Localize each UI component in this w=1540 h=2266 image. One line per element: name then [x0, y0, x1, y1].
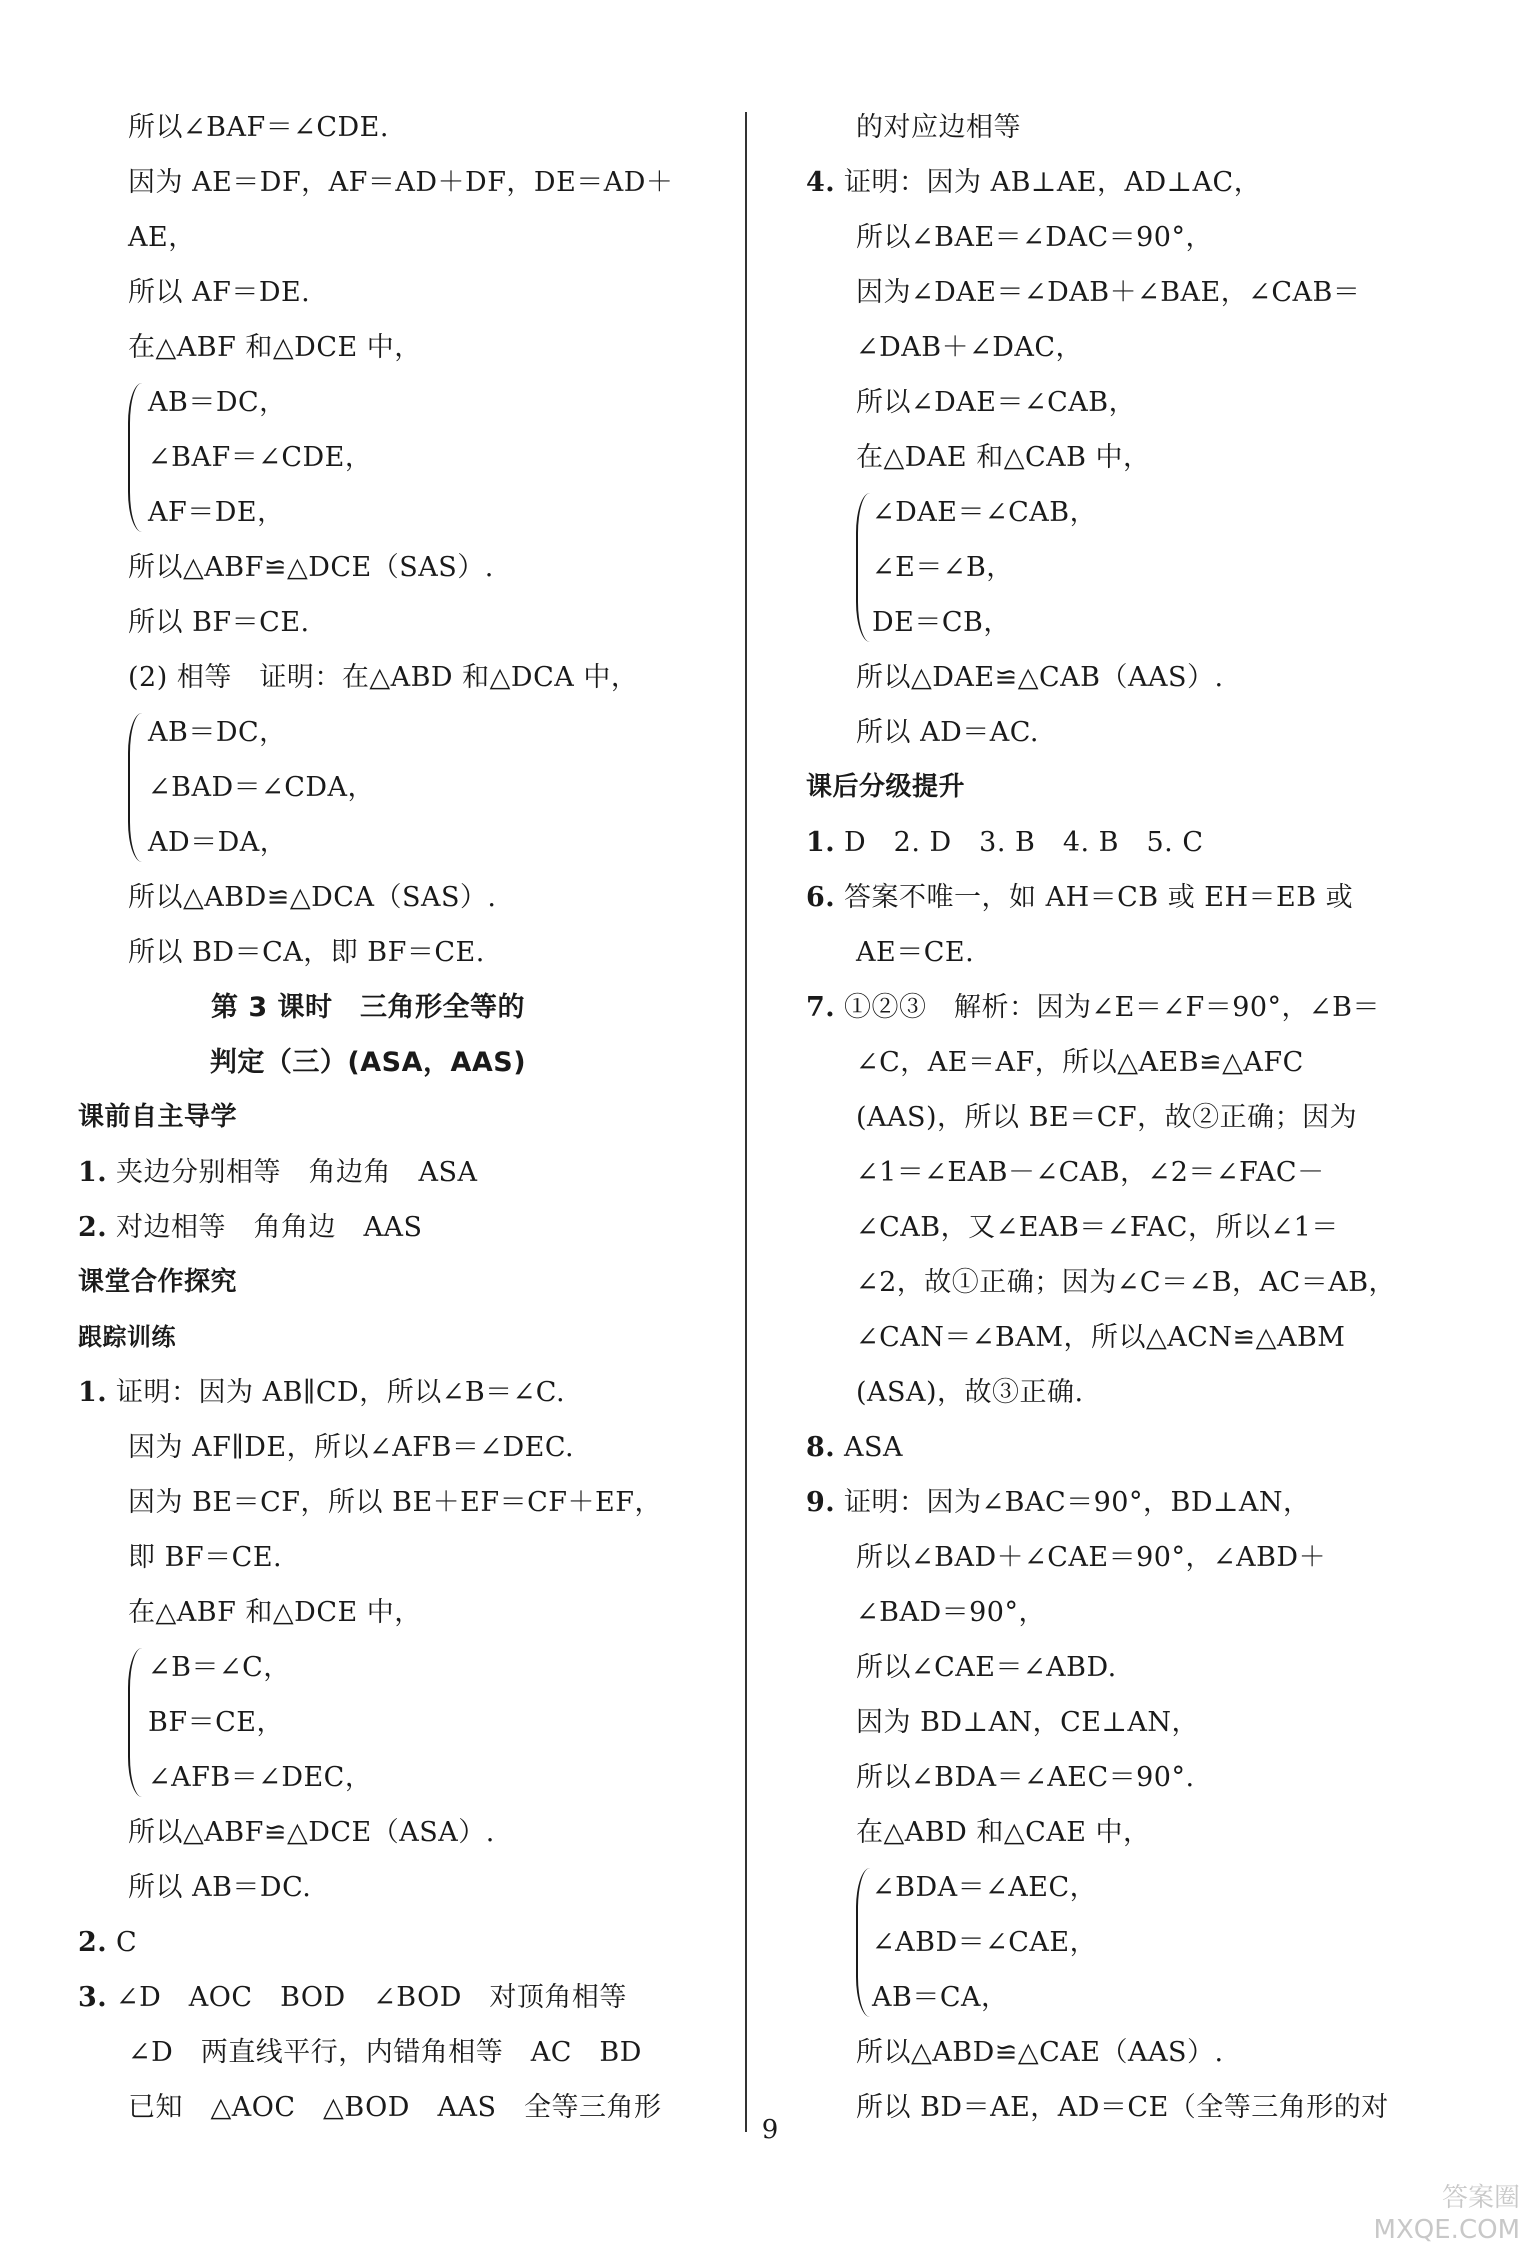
item-number: 6.: [806, 882, 836, 913]
line-text: 在△DAE 和△CAB 中，: [856, 442, 1151, 473]
text-line: [78, 1365, 718, 1420]
text-line: [78, 1915, 718, 1970]
text-line: [78, 870, 718, 925]
line-text: 证明：因为 AB∥CD，所以∠B＝∠C.: [116, 1377, 566, 1408]
line-text: 第 3 课时 三角形全等的: [210, 992, 526, 1023]
line-text: 所以 BF＝CE.: [128, 607, 310, 638]
item-number: 2.: [78, 1927, 108, 1958]
line-text: ∠CAN＝∠BAM，所以△ACN≌△ABM: [856, 1322, 1346, 1353]
text-line: [78, 100, 718, 155]
equation-line: ∠B＝∠C，: [148, 1652, 291, 1683]
text-line: [806, 1475, 1446, 1530]
text-line: [806, 100, 1446, 155]
brace-symbol: [856, 493, 872, 642]
equation-line: ∠ABD＝∠CAE，: [872, 1927, 1098, 1958]
lesson-title: [78, 980, 718, 1035]
equation-line: ∠BAD＝∠CDA，: [148, 772, 376, 803]
text-line: [806, 870, 1446, 925]
brace-symbol: [128, 383, 144, 532]
line-text: 答案不唯一，如 AH＝CB 或 EH＝EB 或: [844, 882, 1354, 913]
line-text: 已知 △AOC △BOD AAS 全等三角形: [128, 2092, 662, 2123]
brace-symbol: [128, 713, 144, 862]
item-number: 3.: [78, 1982, 108, 2013]
line-text: ∠C，AE＝AF，所以△AEB≌△AFC: [856, 1047, 1304, 1078]
line-text: 所以△ABF≌△DCE（ASA）.: [128, 1817, 495, 1848]
text-line: [78, 1805, 718, 1860]
line-text: C: [116, 1927, 138, 1958]
line-text: 判定（三）(ASA，AAS): [209, 1047, 527, 1078]
text-line: [806, 980, 1446, 1035]
text-line: [78, 650, 718, 705]
equation-line: AF＝DE，: [148, 497, 285, 528]
text-line: [806, 1090, 1446, 1145]
line-text: 所以∠DAE＝∠CAB，: [856, 387, 1137, 418]
line-text: 因为∠DAE＝∠DAB＋∠BAE，∠CAB＝: [856, 277, 1361, 308]
subsection-heading: [78, 1310, 718, 1365]
text-line: [806, 705, 1446, 760]
line-text: 所以 BD＝AE，AD＝CE（全等三角形的对: [856, 2092, 1389, 2123]
line-text: ∠D 两直线平行，内错角相等 AC BD: [128, 2037, 642, 2068]
equation-line: AB＝CA，: [872, 1982, 1009, 2013]
text-line: [78, 155, 718, 210]
equation-line: BF＝CE，: [148, 1707, 284, 1738]
line-text: 课后分级提升: [806, 772, 966, 802]
line-text: 的对应边相等: [856, 112, 1021, 143]
text-line: [78, 1860, 718, 1915]
item-number: 1.: [78, 1157, 108, 1188]
text-line: [806, 375, 1446, 430]
equation-line: ∠DAE＝∠CAB，: [872, 497, 1098, 528]
text-line: [806, 1805, 1446, 1860]
equation-line: AB＝DC，: [148, 717, 287, 748]
line-text: (AAS)，所以 BE＝CF，故②正确；因为: [856, 1102, 1358, 1133]
line-text: (ASA)，故③正确.: [856, 1377, 1084, 1408]
text-line: [806, 265, 1446, 320]
line-text: 所以△DAE≌△CAB（AAS）.: [856, 662, 1224, 693]
line-text: ASA: [844, 1432, 903, 1463]
equation-system: [78, 1640, 718, 1805]
brace-symbol: [856, 1868, 872, 2017]
line-text: 所以∠BAF＝∠CDE.: [128, 112, 389, 143]
line-text: 即 BF＝CE.: [128, 1542, 283, 1573]
line-text: 因为 BE＝CF，所以 BE＋EF＝CF＋EF，: [128, 1487, 662, 1518]
line-text: 所以∠BAD＋∠CAE＝90°，∠ABD＋: [856, 1542, 1327, 1573]
line-text: ∠1＝∠EAB－∠CAB，∠2＝∠FAC－: [856, 1157, 1325, 1188]
text-line: [806, 1420, 1446, 1475]
text-line: [78, 540, 718, 595]
line-text: 证明：因为∠BAC＝90°，BD⊥AN，: [844, 1487, 1311, 1518]
item-number: 9.: [806, 1487, 836, 1518]
text-line: [806, 1035, 1446, 1090]
line-text: ∠D AOC BOD ∠BOD 对顶角相等: [116, 1982, 627, 2013]
text-line: [806, 1750, 1446, 1805]
text-line: [78, 595, 718, 650]
line-text: 所以△ABF≌△DCE（SAS）.: [128, 552, 494, 583]
line-text: 所以 AD＝AC.: [856, 717, 1040, 748]
equation-system: [806, 1860, 1446, 2025]
text-line: [806, 1255, 1446, 1310]
equation-line: ∠BAF＝∠CDE，: [148, 442, 373, 473]
item-number: 4.: [806, 167, 836, 198]
line-text: D 2. D 3. B 4. B 5. C: [844, 827, 1204, 858]
text-line: [806, 925, 1446, 980]
line-text: 所以∠BAE＝∠DAC＝90°，: [856, 222, 1213, 253]
line-text: 跟踪训练: [78, 1323, 176, 1351]
line-text: 课堂合作探究: [78, 1267, 238, 1297]
right-column: [806, 100, 1446, 2135]
text-line: [806, 155, 1446, 210]
lesson-title: [78, 1035, 718, 1090]
equation-line: ∠BDA＝∠AEC，: [872, 1872, 1098, 1903]
line-text: 所以∠CAE＝∠ABD.: [856, 1652, 1117, 1683]
equation-line: DE＝CB，: [872, 607, 1011, 638]
line-text: AE，: [128, 222, 196, 253]
page-number: 9: [761, 2115, 779, 2145]
text-line: [78, 265, 718, 320]
line-text: 所以∠BDA＝∠AEC＝90°.: [856, 1762, 1195, 1793]
text-line: [806, 1365, 1446, 1420]
text-line: [806, 650, 1446, 705]
line-text: 夹边分别相等 角边角 ASA: [116, 1157, 478, 1188]
text-line: [806, 1530, 1446, 1585]
item-number: 2.: [78, 1212, 108, 1243]
watermark-logo: 答案圈 MXQE.COM: [1373, 2183, 1520, 2245]
line-text: 证明：因为 AB⊥AE，AD⊥AC，: [844, 167, 1262, 198]
equation-system: [806, 485, 1446, 650]
line-text: 在△ABF 和△DCE 中，: [128, 1597, 422, 1628]
text-line: [806, 320, 1446, 375]
line-text: 所以△ABD≌△CAE（AAS）.: [856, 2037, 1224, 2068]
equation-line: AD＝DA，: [148, 827, 288, 858]
line-text: 课前自主导学: [78, 1102, 238, 1132]
text-line: [806, 2025, 1446, 2080]
text-line: [806, 1585, 1446, 1640]
line-text: ∠2，故①正确；因为∠C＝∠B，AC＝AB，: [856, 1267, 1397, 1298]
text-line: [806, 1640, 1446, 1695]
line-text: 所以△ABD≌△DCA（SAS）.: [128, 882, 497, 913]
section-heading: [78, 1255, 718, 1310]
line-text: 在△ABD 和△CAE 中，: [856, 1817, 1151, 1848]
item-number: 1.: [806, 827, 836, 858]
text-line: [78, 2025, 718, 2080]
left-column: [78, 100, 718, 2135]
line-text: 因为 AE＝DF，AF＝AD＋DF，DE＝AD＋: [128, 167, 674, 198]
text-line: [78, 1420, 718, 1475]
text-line: [78, 210, 718, 265]
line-text: 因为 AF∥DE，所以∠AFB＝∠DEC.: [128, 1432, 575, 1463]
section-heading: [806, 760, 1446, 815]
equation-line: ∠E＝∠B，: [872, 552, 1014, 583]
equation-line: ∠AFB＝∠DEC，: [148, 1762, 373, 1793]
item-number: 1.: [78, 1377, 108, 1408]
line-text: AE＝CE.: [856, 937, 975, 968]
text-line: [806, 1695, 1446, 1750]
line-text: 对边相等 角角边 AAS: [116, 1212, 423, 1243]
equation-system: [78, 705, 718, 870]
line-text: (2) 相等 证明：在△ABD 和△DCA 中，: [128, 662, 639, 693]
line-text: 在△ABF 和△DCE 中，: [128, 332, 422, 363]
text-line: [806, 1310, 1446, 1365]
text-line: [806, 1145, 1446, 1200]
text-line: [78, 1585, 718, 1640]
text-line: [806, 430, 1446, 485]
text-line: [78, 925, 718, 980]
column-divider: [745, 112, 747, 2132]
text-line: [78, 1145, 718, 1200]
line-text: ∠BAD＝90°，: [856, 1597, 1046, 1628]
text-line: [78, 1475, 718, 1530]
item-number: 7.: [806, 992, 836, 1023]
text-line: [806, 1200, 1446, 1255]
equation-system: [78, 375, 718, 540]
text-line: [78, 320, 718, 375]
line-text: 所以 BD＝CA，即 BF＝CE.: [128, 937, 485, 968]
line-text: ∠CAB，又∠EAB＝∠FAC，所以∠1＝: [856, 1212, 1339, 1243]
section-heading: [78, 1090, 718, 1145]
line-text: 所以 AF＝DE.: [128, 277, 311, 308]
text-line: [78, 1970, 718, 2025]
brace-symbol: [128, 1648, 144, 1797]
text-line: [78, 1200, 718, 1255]
line-text: 因为 BD⊥AN，CE⊥AN，: [856, 1707, 1199, 1738]
line-text: ∠DAB＋∠DAC，: [856, 332, 1084, 363]
text-line: [806, 210, 1446, 265]
line-text: 所以 AB＝DC.: [128, 1872, 312, 1903]
line-text: ①②③ 解析：因为∠E＝∠F＝90°，∠B＝: [844, 992, 1381, 1023]
text-line: [806, 815, 1446, 870]
text-line: [78, 1530, 718, 1585]
item-number: 8.: [806, 1432, 836, 1463]
equation-line: AB＝DC，: [148, 387, 287, 418]
